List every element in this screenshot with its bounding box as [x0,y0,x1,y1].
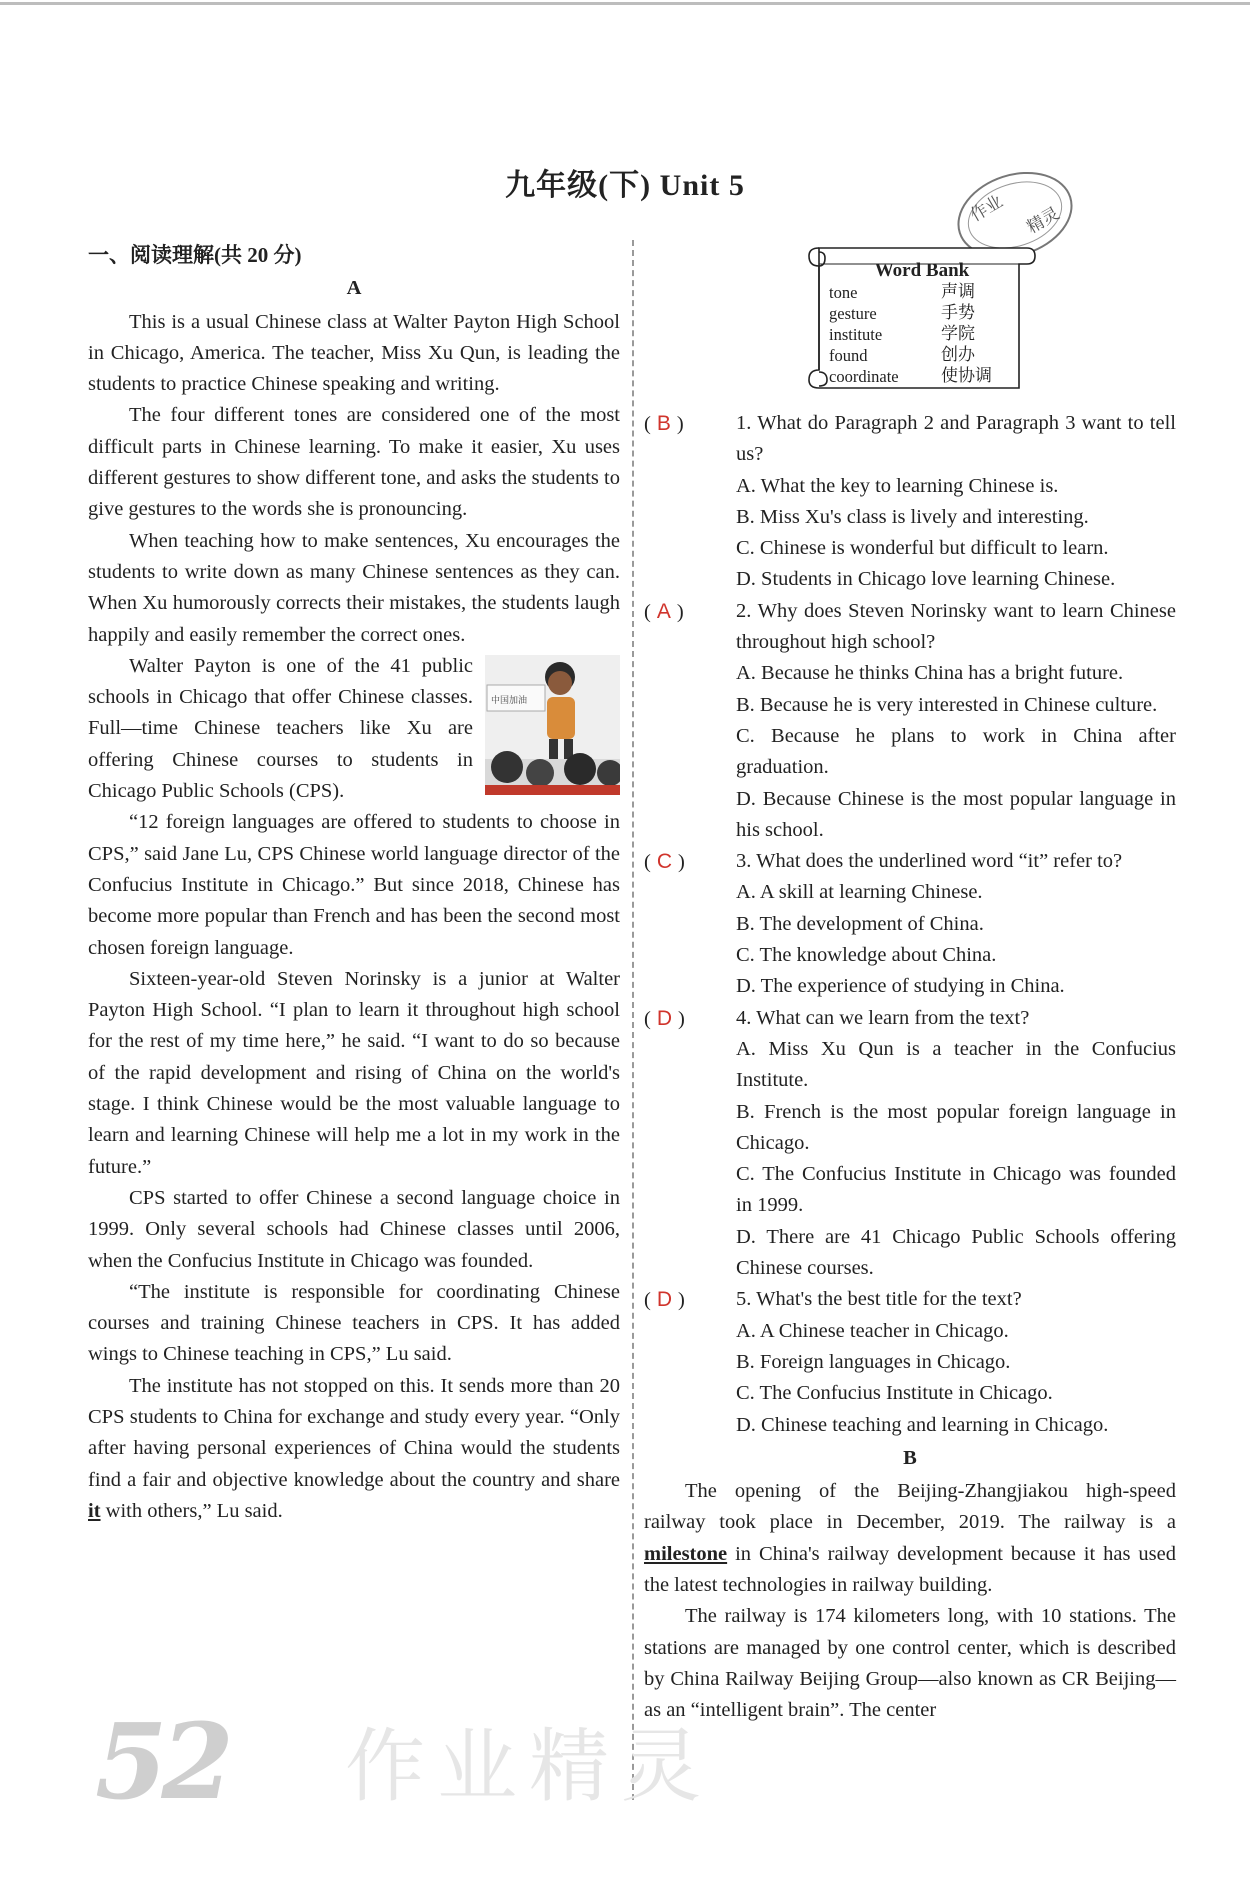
classroom-photo [485,655,620,795]
page-number: 52 [95,1700,228,1823]
word-zh: 创办 [941,345,975,365]
question-number: 5. [736,1288,752,1311]
word-en: tone [829,283,858,302]
word-bank-entry [823,366,1021,387]
word-bank [805,240,1037,396]
text-span: The institute has not stopped on this. It sends more than 20 CPS students to China for exchange and study every year. “Only after having personal experiences of China would the students find a fair and objective knowledge about the country and share [88,1374,620,1491]
passage-a-paragraph: Sixteen-year-old Steven Norinsky is a junior at Walter Payton High School. “I plan to learn it throughout high school for the rest of my time here,” he said. “I want to do so because of the rapid development and rising of China on the world's stage. I think Chinese would be the most valuable language to learn and learning Chinese will help me a lot in my work in the future.” [88,967,620,1178]
passage-a-paragraph: “12 foreign languages are offered to students to choose in CPS,” said Jane Lu, CPS Chinese world language director of the Confucius Institute in Chicago.” But since 2018, Chinese has become more popular than French and has been the second most chosen foreign language. [88,811,620,959]
option: D. There are 41 Chicago Public Schools offering Chinese courses. [736,1225,1176,1280]
page-title: 九年级(下) Unit 5 [505,169,745,202]
answer: D [656,1006,672,1030]
question-text: What do Paragraph 2 and Paragraph 3 want to tell us? [736,412,1176,466]
question [644,1003,1176,1034]
answer-bracket: ( D ) [644,1006,685,1030]
passage-a-paragraph: This is a usual Chinese class at Walter Payton High School in Chicago, America. The teacher, Miss Xu Qun, is leading the students to practice Chinese speaking and writing. [88,310,620,396]
option: B. Because he is very interested in Chinese culture. [736,693,1158,716]
answer: C [656,850,672,874]
text-span: The opening of the Beijing-Zhangjiakou high-speed railway took place in December, 2019. The railway is a [644,1480,1176,1534]
answer-bracket: ( D ) [644,1288,685,1312]
option: B. Miss Xu's class is lively and interesting. [736,505,1089,528]
passage-b-paragraph: The railway is 174 kilometers long, with 10 stations. The stations are managed by one control center, which is described by China Railway Beijing Group—also known as CR Beijing—as an “intelligent brain”. The center [644,1605,1176,1722]
question-text: What can we learn from the text? [756,1006,1030,1029]
option: C. The Confucius Institute in Chicago was founded in 1999. [736,1163,1176,1217]
right-column [644,408,1176,1726]
underlined-it: it [88,1499,101,1522]
answer-bracket: ( C ) [644,850,685,874]
word-bank-title: Word Bank [874,260,970,281]
answer-bracket: ( B ) [644,412,684,435]
top-rule [0,2,1250,5]
option: A. Miss Xu Qun is a teacher in the Confucius Institute. [736,1037,1176,1092]
left-column [88,240,620,1527]
stamp-text-2: 精灵 [1023,203,1064,238]
question-text: What's the best title for the text? [756,1288,1022,1311]
word-zh: 使协调 [941,366,992,386]
passage-a-paragraph: “The institute is responsible for coordinating Chinese courses and training Chinese teachers in CPS. It has added wings to Chinese teaching in CPS,” Lu said. [88,1280,620,1366]
question [644,846,1176,877]
word-en: coordinate [829,367,899,386]
question [644,596,1176,659]
underlined-milestone: milestone [644,1542,728,1565]
option: A. A skill at learning Chinese. [736,881,983,904]
word-en: gesture [829,304,877,323]
option: D. Students in Chicago love learning Chinese. [736,568,1116,591]
section-title: 一、阅读理解(共 20 分) [88,243,302,267]
option: D. Because Chinese is the most popular language in his school. [736,787,1176,841]
passage-a-paragraph: CPS started to offer Chinese a second language choice in 1999. Only several schools had Chinese classes until 2006, when the Confucius Institute in Chicago was founded. [88,1186,620,1272]
question [644,408,1176,471]
option: C. Chinese is wonderful but difficult to learn. [736,537,1109,560]
word-en: found [829,346,868,365]
option: B. Foreign languages in Chicago. [736,1350,1011,1373]
word-zh: 手势 [941,303,975,323]
answer: B [656,412,671,435]
passage-a-paragraph: The four different tones are considered one of the most difficult parts in Chinese learning. To make it easier, Xu uses different gestures to show different tone, and asks the students to give gestures to the words she is pronouncing. [88,404,620,521]
option: C. Because he plans to work in China after graduation. [736,724,1176,779]
option: A. Because he thinks China has a bright future. [736,662,1124,685]
column-divider [632,240,634,1800]
answer-bracket: ( A ) [644,599,684,623]
word-zh: 学院 [941,324,975,344]
question-number: 2. [736,599,752,622]
question-number: 1. [736,412,752,434]
option: A. A Chinese teacher in Chicago. [736,1319,1009,1342]
passage-b-paragraph [644,1476,1176,1601]
question-number: 3. [736,850,752,873]
passage-b-label: B [903,1446,917,1469]
option: D. The experience of studying in China. [736,975,1065,998]
passage-a-paragraph: Walter Payton is one of the 41 public schools in Chicago that offer Chinese classes. Full—time Chinese teachers like Xu are offering Chinese courses to students in Chicago Public Schools (CPS). [88,654,473,803]
question [644,1284,1176,1315]
text-span: with others,” Lu said. [100,1499,283,1522]
option: B. The development of China. [736,912,984,935]
word-bank-content [823,260,1021,387]
option: A. What the key to learning Chinese is. [736,474,1059,497]
watermark: 作业精灵 [345,1720,713,1813]
word-zh: 声调 [941,282,975,302]
passage-a-last-paragraph [88,1371,620,1527]
question-number: 4. [736,1006,752,1029]
word-en: institute [829,325,883,344]
question-text: Why does Steven Norinsky want to learn Chinese throughout high school? [736,599,1176,654]
stamp-text-1: 作业 [967,191,1007,226]
text-span: in China's railway development because it has used the latest technologies in railway building. [644,1542,1176,1596]
word-bank-entry [823,282,1021,303]
passage-a-label: A [346,277,362,300]
option: D. Chinese teaching and learning in Chicago. [736,1413,1109,1436]
photo-caption: 中国加油 [491,695,528,706]
answer: D [656,1288,672,1312]
passage-a-paragraph: When teaching how to make sentences, Xu encourages the students to write down as many Chinese sentences as they can. When Xu humorously corrects their mistakes, the students laugh happily and easily remember the correct ones. [88,529,620,646]
word-bank-entry [823,303,1021,324]
option: C. The Confucius Institute in Chicago. [736,1382,1053,1405]
option: C. The knowledge about China. [736,944,997,967]
word-bank-entry [823,345,1021,366]
question-text: What does the underlined word “it” refer to? [756,850,1123,873]
word-bank-entry [823,324,1021,345]
paragraph-with-image [88,651,620,807]
option: B. French is the most popular foreign language in Chicago. [736,1100,1176,1154]
answer: A [656,599,671,623]
